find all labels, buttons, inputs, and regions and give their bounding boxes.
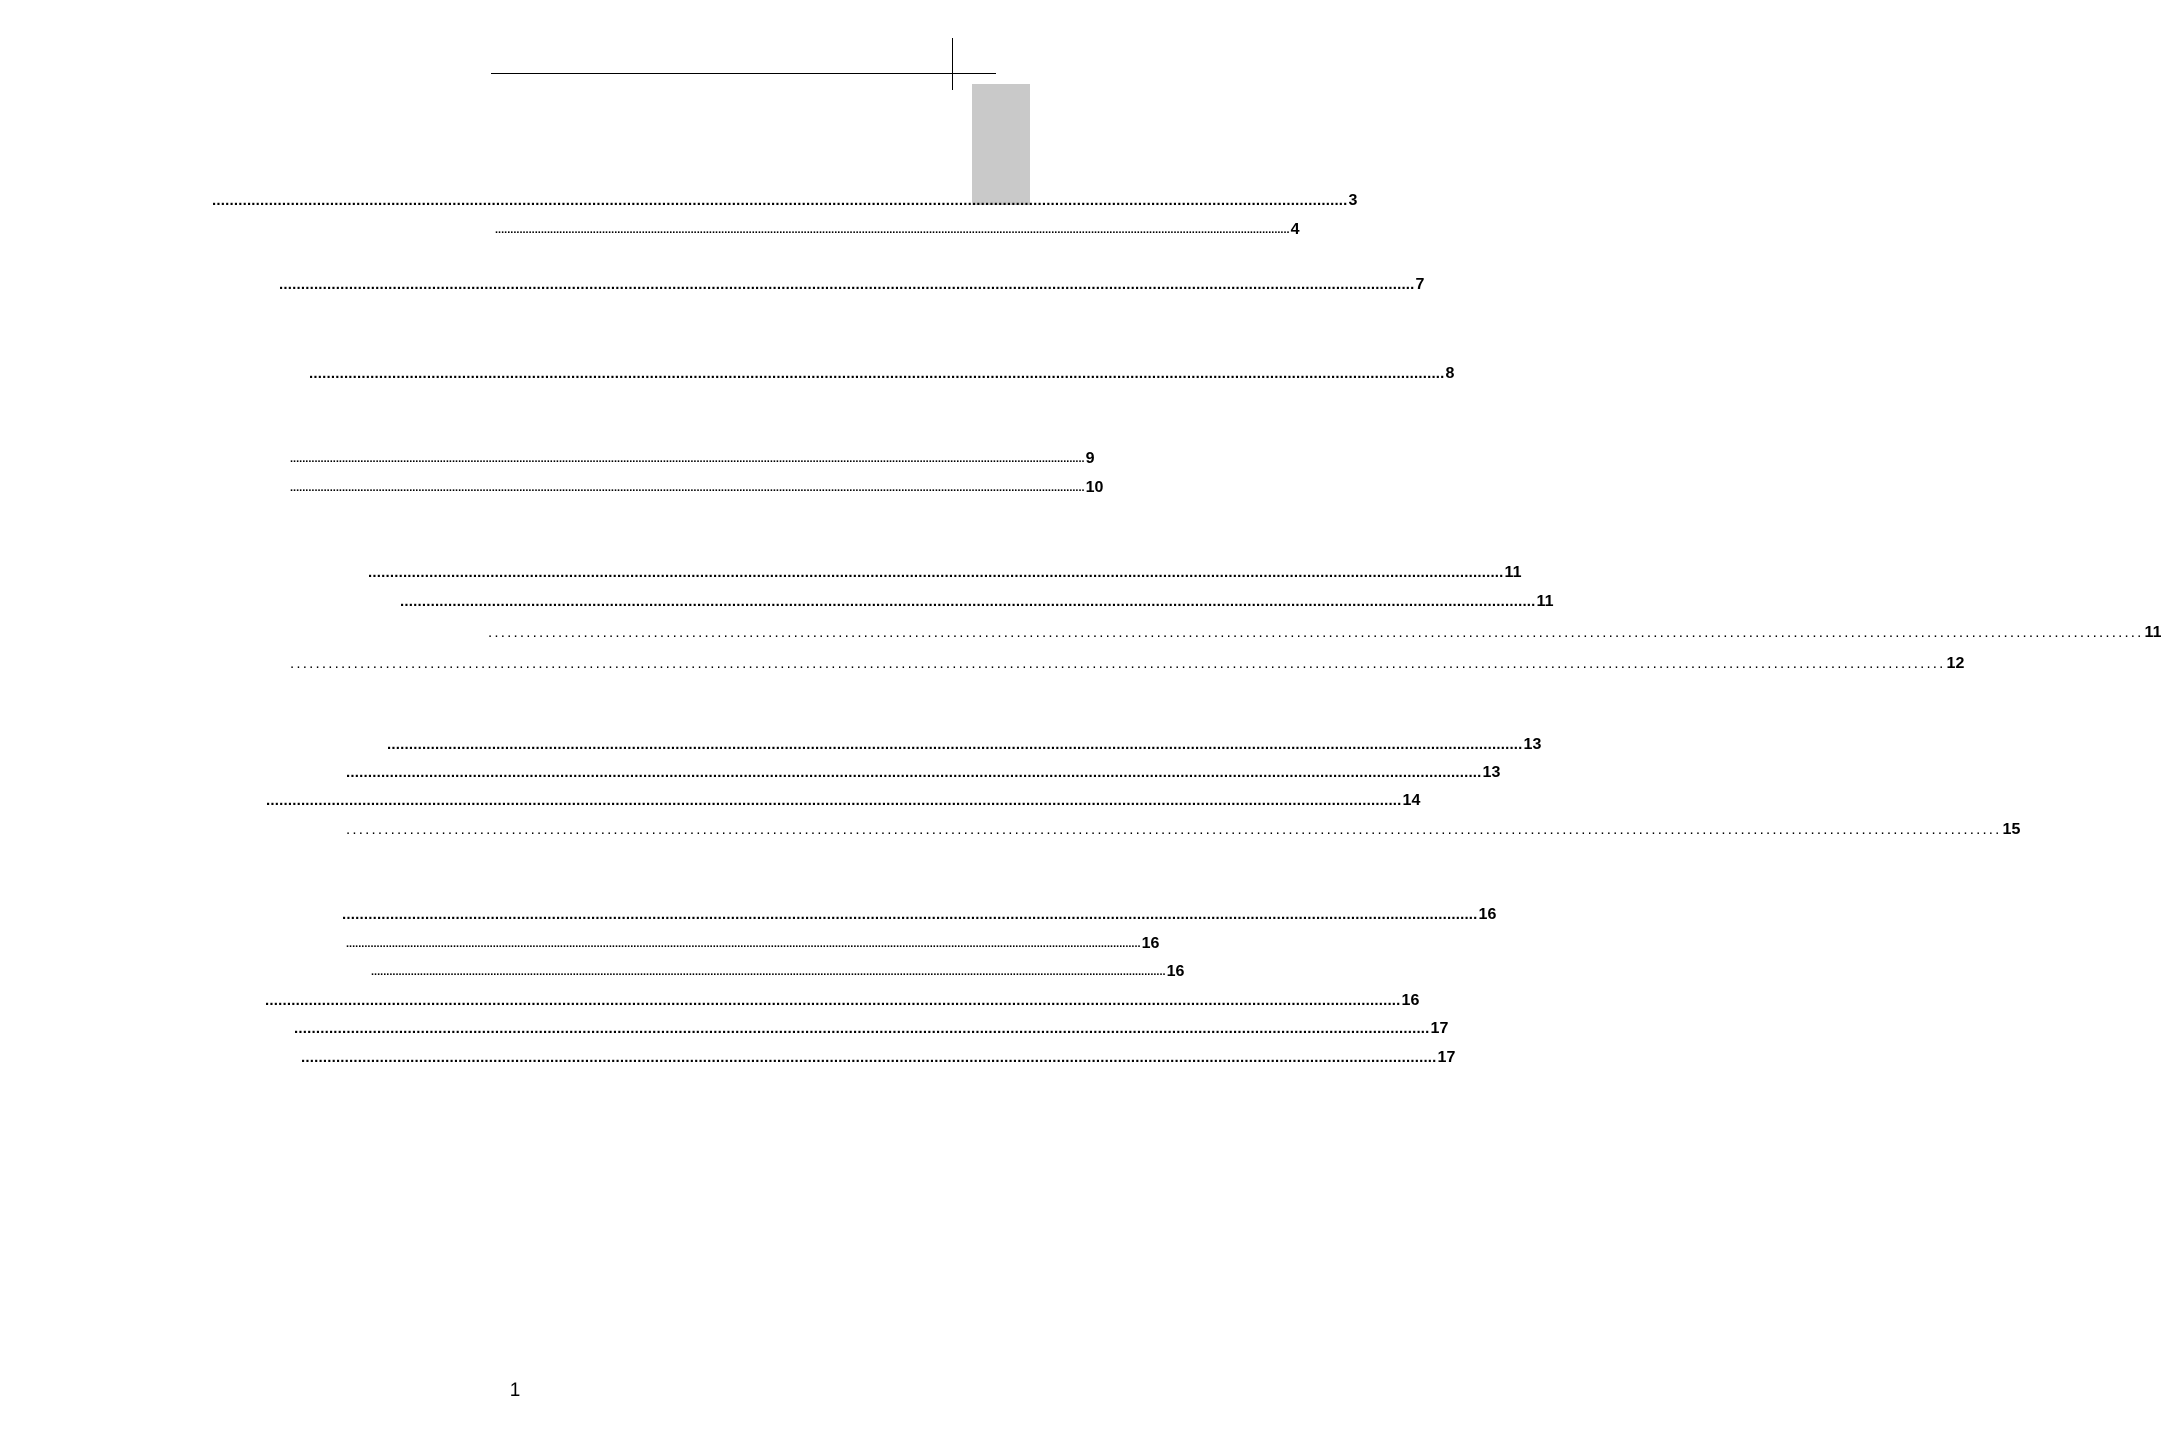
dot-leader: .................................................................................................................................................................................................................................................................... xyxy=(265,992,1401,1009)
toc-page-number: 13 xyxy=(1523,736,1542,753)
dot-leader: .................................................................................................................................................................................................................................................................... xyxy=(368,564,1504,581)
toc-page-number: 7 xyxy=(1415,276,1425,293)
toc-entry[interactable] xyxy=(387,732,1542,754)
dot-leader: .................................................................................................................................................................................................................................................................... xyxy=(495,224,1290,236)
dot-leader: .................................................................................................................................................................................................................................................................... xyxy=(290,482,1085,494)
toc-entry[interactable] xyxy=(371,959,1185,981)
toc-page-number: 15 xyxy=(2002,821,2021,838)
toc-entry[interactable] xyxy=(265,988,1420,1010)
toc-entry[interactable] xyxy=(309,361,1455,383)
dot-leader: .................................................................................................................................................................................................................................................................... xyxy=(346,938,1141,950)
toc-page-number: 16 xyxy=(1141,935,1160,952)
toc-page-number: 13 xyxy=(1482,764,1501,781)
dot-leader: .................................................................................................................................................................................................................................................................... xyxy=(301,1049,1437,1066)
toc-entry[interactable] xyxy=(346,760,1501,782)
toc-page-number: 12 xyxy=(1946,655,1965,672)
dot-leader: .................................................................................................................................................................................................................................................................... xyxy=(266,792,1402,809)
toc-entry[interactable] xyxy=(488,620,2161,642)
dot-leader: .................................................................................................................................................................................................................................................................... xyxy=(387,736,1523,753)
toc-page-number: 8 xyxy=(1445,365,1455,382)
toc-entry[interactable] xyxy=(346,817,2021,839)
dot-leader: .................................................................................................................................................................................................................................................................... xyxy=(212,192,1348,209)
toc-entry[interactable] xyxy=(212,188,1358,210)
toc-entry[interactable] xyxy=(346,931,1160,953)
toc-page-number: 9 xyxy=(1085,450,1095,467)
toc-entry[interactable] xyxy=(290,475,1104,497)
dot-leader: .................................................................................................................................................................................................................................................................... xyxy=(488,624,2144,641)
toc-entry[interactable] xyxy=(495,217,1300,239)
toc-page-number: 16 xyxy=(1166,963,1185,980)
toc-page-number: 11 xyxy=(2144,624,2161,641)
toc-entry[interactable] xyxy=(279,272,1425,294)
dot-leader: .................................................................................................................................................................................................................................................................... xyxy=(279,276,1415,293)
toc-entry[interactable] xyxy=(368,560,1522,582)
toc-page-number: 17 xyxy=(1437,1049,1456,1066)
dot-leader: .................................................................................................................................................................................................................................................................... xyxy=(346,764,1482,781)
toc-entry[interactable] xyxy=(400,589,1554,611)
toc-entry[interactable] xyxy=(266,788,1421,810)
dot-leader: .................................................................................................................................................................................................................................................................... xyxy=(400,593,1536,610)
toc-page-number: 14 xyxy=(1402,792,1421,809)
toc-page-number: 16 xyxy=(1478,906,1497,923)
toc-page-number: 4 xyxy=(1290,221,1300,238)
dot-leader: .................................................................................................................................................................................................................................................................... xyxy=(309,365,1445,382)
toc-page-number: 10 xyxy=(1085,479,1104,496)
dot-leader: .................................................................................................................................................................................................................................................................... xyxy=(342,906,1478,923)
toc-entry[interactable] xyxy=(294,1016,1449,1038)
toc-page-number: 11 xyxy=(1504,564,1522,581)
toc-page-number: 17 xyxy=(1430,1020,1449,1037)
toc-entry[interactable] xyxy=(342,902,1497,924)
dot-leader: .................................................................................................................................................................................................................................................................... xyxy=(294,1020,1430,1037)
toc-page-number: 3 xyxy=(1348,192,1358,209)
dot-leader: .................................................................................................................................................................................................................................................................... xyxy=(290,655,1946,672)
dot-leader: .................................................................................................................................................................................................................................................................... xyxy=(290,453,1085,465)
toc-page-number: 16 xyxy=(1401,992,1420,1009)
toc-entry[interactable] xyxy=(290,446,1095,468)
dot-leader: .................................................................................................................................................................................................................................................................... xyxy=(346,821,2002,838)
toc-page-number: 11 xyxy=(1536,593,1554,610)
toc-entry[interactable] xyxy=(290,651,1965,673)
toc-entry[interactable] xyxy=(301,1045,1456,1067)
page-number: 1 xyxy=(509,1380,521,1401)
dot-leader: .................................................................................................................................................................................................................................................................... xyxy=(371,966,1166,978)
